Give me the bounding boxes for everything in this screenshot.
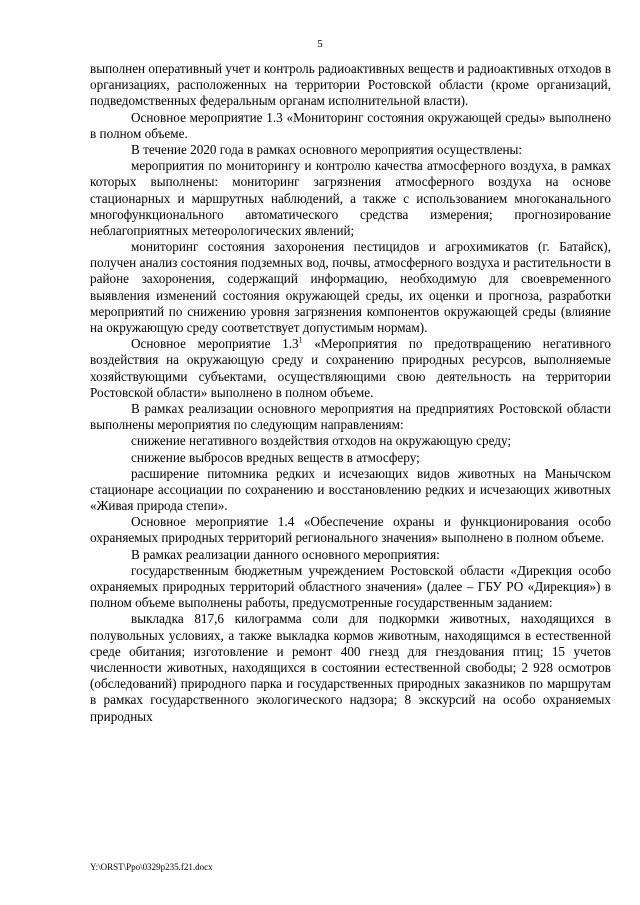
body-text [90, 61, 611, 725]
page-number: 5 [317, 38, 323, 50]
list-item: снижение негативного воздействия отходов на окружающую среду; [131, 433, 512, 449]
list-item: расширение питомника редких и исчезающих видов животных на Манычском стационаре ассоциации по сохранению и восстановлению редких и исчезающих животных «Живая природа степи». [90, 465, 611, 514]
paragraph [90, 336, 611, 401]
list-item: снижение выбросов вредных веществ в атмосферу; [131, 449, 420, 465]
paragraph: В рамках реализации данного основного мероприятия: [131, 546, 440, 562]
paragraph: государственным бюджетным учреждением Ростовской области «Дирекция особо охраняемых природных территорий областного значения» (далее – ГБУ РО «Дирекция») в полном объеме выполнены работы, предусмотренные государственным заданием: [90, 562, 611, 611]
paragraph: Основное мероприятие 1.3 «Мониторинг состояния окружающей среды» выполнено в полном объеме. [90, 109, 611, 141]
paragraph-text: «Мероприятия по предотвращению негативного воздействия на окружающую среду и сохранению природных ресурсов, выполняемые хозяйствующими субъектами, осуществляющими свою деятельность на территории Ростовской области» выполнено в полном объеме. [90, 336, 611, 400]
paragraph: выкладка 817,6 килограмма соли для подкормки животных, находящихся в полувольных условиях, а также выкладка кормов животным, находящимся в естественной среде обитания; изготовление и ремонт 400 гнезд для гнездования птиц; 15 учетов численности животных, находящихся в состоянии естественной свободы; 2 928 осмотров (обследований) природного парка и государственных природных заказников по маршрутам в рамках государственного экологического надзора; 8 экскурсий на особо охраняемых природных [90, 611, 611, 724]
paragraph: В рамках реализации основного мероприятия на предприятиях Ростовской области выполнены мероприятия по следующим направлениям: [90, 400, 611, 433]
footnote-marker: 1 [298, 335, 303, 345]
paragraph: мониторинг состояния захоронения пестицидов и агрохимикатов (г. Батайск), получен анализ состояния подземных вод, почвы, атмосферного воздуха и растительности в районе захоронения, содержащий информацию, необходимую для своевременного выявления изменений состояния окружающей среды, их оценки и прогноза, разработки мероприятий по снижению уровня загрязнения компонентов окружающей среды (влияние на окружающую среду соответствует допустимым нормам). [90, 239, 611, 335]
paragraph-text: Основное мероприятие 1.3 [131, 336, 299, 352]
paragraph: мероприятия по мониторингу и контролю качества атмосферного воздуха, в рамках которых выполнены: мониторинг загрязнения атмосферного воздуха на основе стационарных и маршрутных наблюдений, а также с использованием многоканального многофункционального автоматического средства измерения; прогнозирование неблагоприятных метеорологических явлений; [90, 158, 611, 238]
paragraph: Основное мероприятие 1.4 «Обеспечение охраны и функционирования особо охраняемых природных территорий регионального значения» выполнено в полном объеме. [90, 514, 611, 546]
footer-file-path: Y:\ORST\Ppo\0329p235.f21.docx [90, 862, 213, 872]
paragraph: В течение 2020 года в рамках основного мероприятия осуществлены: [131, 141, 523, 157]
paragraph: выполнен оперативный учет и контроль радиоактивных веществ и радиоактивных отходов в организациях, расположенных на территории Ростовской области (кроме организаций, подведомственных федеральным органам исполнительной власти). [90, 61, 611, 109]
